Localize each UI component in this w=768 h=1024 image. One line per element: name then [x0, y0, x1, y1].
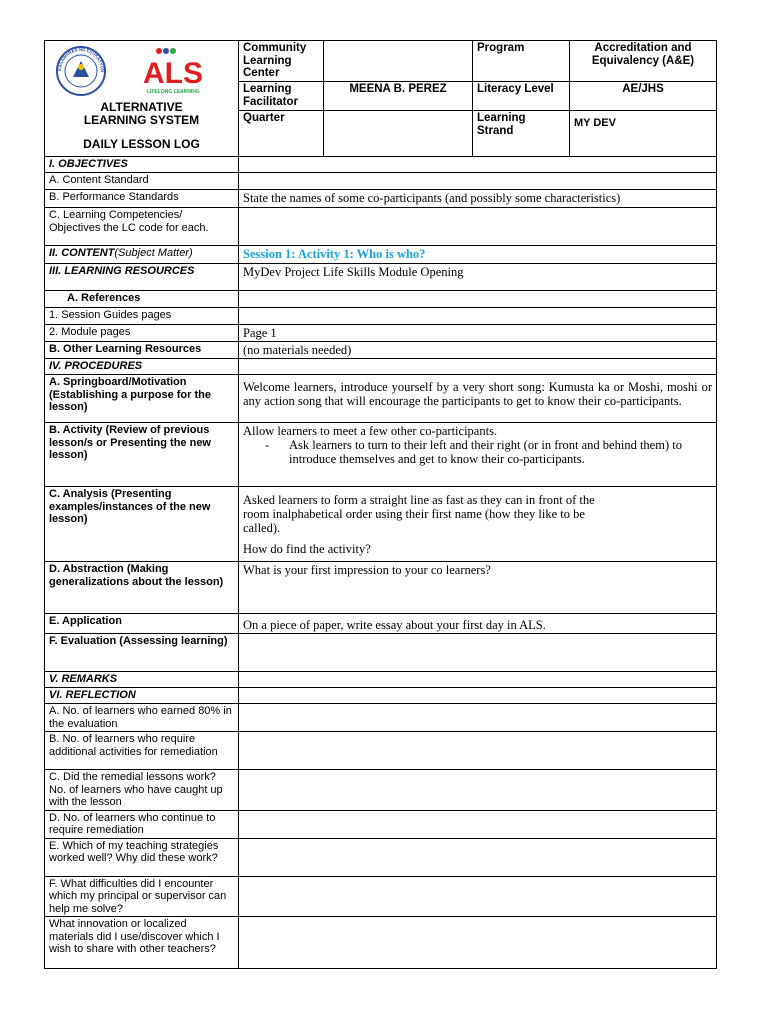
- als-logo-icon: [143, 48, 203, 95]
- performance-standards-value: State the names of some co-participants (and possibly some characteristics): [239, 190, 717, 208]
- org-name-line1: ALTERNATIVE: [100, 100, 183, 114]
- reflection-f-label: F. What difficulties did I encounter which my principal or supervisor can help me solve?: [45, 876, 239, 917]
- activity-bullet: - Ask learners to turn to their left and their right (or in front and behind them) to introduce themselves and get to know their co-participants.: [289, 438, 712, 466]
- org-name-line2: LEARNING SYSTEM: [83, 112, 200, 127]
- activity-cell: [239, 423, 717, 487]
- springboard-label: A. Springboard/Motivation (Establishing a purpose for the lesson): [45, 375, 239, 423]
- facilitator-label: Learning Facilitator: [239, 82, 324, 111]
- resources-value: MyDev Project Life Skills Module Opening: [239, 264, 717, 291]
- activity-label: B. Activity (Review of previous lesson/s or Presenting the new lesson): [45, 423, 239, 487]
- competencies-label: C. Learning Competencies/ Objectives the LC code for each.: [45, 208, 239, 246]
- svg-text:LIFELONG LEARNING: LIFELONG LEARNING: [147, 89, 200, 95]
- other-resources-value: (no materials needed): [239, 342, 717, 359]
- analysis-label: C. Analysis (Presenting examples/instances of the new lesson): [45, 487, 239, 562]
- application-value: On a piece of paper, write essay about your first day in ALS.: [239, 614, 717, 634]
- competencies-value[interactable]: [239, 208, 717, 246]
- literacy-label: Literacy Level: [473, 82, 570, 111]
- header-table: [44, 40, 717, 157]
- abstraction-label: D. Abstraction (Making generalizations about the lesson): [45, 562, 239, 614]
- module-pages-label: 2. Module pages: [45, 325, 239, 342]
- objectives-heading: I. OBJECTIVES: [45, 157, 239, 173]
- analysis-cell: [239, 487, 717, 562]
- resources-heading: III. LEARNING RESOURCES: [45, 264, 239, 291]
- reflection-f-value[interactable]: [239, 876, 717, 917]
- svg-text:KAGAWARAN NG EDUKASYON: KAGAWARAN NG EDUKASYON: [56, 46, 106, 73]
- session-guides-value[interactable]: [239, 308, 717, 325]
- doc-title: DAILY LESSON LOG: [83, 137, 200, 151]
- activity-value: Allow learners to meet a few other co-participants.: [243, 424, 498, 438]
- logos: [47, 45, 236, 97]
- remarks-value[interactable]: [239, 672, 717, 688]
- clc-value[interactable]: [324, 41, 473, 82]
- springboard-value: Welcome learners, introduce yourself by a very short song: Kumusta ka or Moshi, moshi or any action song that will encourage the participants to get to know their co-participants.: [239, 375, 717, 423]
- literacy-value: AE/JHS: [570, 82, 717, 111]
- reflection-heading: VI. REFLECTION: [45, 688, 239, 704]
- deped-seal-icon: [57, 47, 105, 95]
- content-sub: (Subject Matter): [114, 247, 193, 259]
- evaluation-value[interactable]: [239, 634, 717, 672]
- content-standard-label: A. Content Standard: [45, 173, 239, 190]
- svg-text:ALS: ALS: [143, 57, 203, 90]
- logo-cell: [45, 41, 239, 157]
- content-label: [45, 246, 239, 264]
- session-guides-label: 1. Session Guides pages: [45, 308, 239, 325]
- reflection-d-label: D. No. of learners who continue to require remediation: [45, 810, 239, 838]
- program-value: Accreditation and Equivalency (A&E): [570, 41, 717, 82]
- evaluation-label: F. Evaluation (Assessing learning): [45, 634, 239, 672]
- reflection-g-label: What innovation or localized materials did I use/discover which I wish to share with other teachers?: [45, 917, 239, 969]
- reflection-c-label: C. Did the remedial lessons work? No. of learners who have caught up with the lesson: [45, 770, 239, 811]
- reflection-b-value[interactable]: [239, 732, 717, 770]
- activity-list: [243, 438, 712, 466]
- remarks-heading: V. REMARKS: [45, 672, 239, 688]
- content-value: Session 1: Activity 1: Who is who?: [239, 246, 717, 264]
- analysis-value: Asked learners to form a straight line as fast as they can in front of the room inalphabetical order using their first name (how they like to be called).: [243, 493, 595, 535]
- performance-standards-label: B. Performance Standards: [45, 190, 239, 208]
- quarter-value[interactable]: [324, 111, 473, 157]
- strand-value: MY DEV: [570, 111, 717, 157]
- other-resources-label: B. Other Learning Resources: [45, 342, 239, 359]
- reflection-d-value[interactable]: [239, 810, 717, 838]
- application-label: E. Application: [45, 614, 239, 634]
- module-pages-value: Page 1: [239, 325, 717, 342]
- procedures-heading: IV. PROCEDURES: [45, 359, 239, 375]
- facilitator-value: MEENA B. PEREZ: [324, 82, 473, 111]
- logos-graphic: [47, 45, 237, 97]
- reflection-a-value[interactable]: [239, 704, 717, 732]
- quarter-label: Quarter: [239, 111, 324, 157]
- lesson-body-table: [44, 156, 717, 969]
- analysis-question: How do find the activity?: [243, 542, 371, 556]
- reflection-a-label: A. No. of learners who earned 80% in the evaluation: [45, 704, 239, 732]
- program-label: Program: [473, 41, 570, 82]
- clc-label: Community Learning Center: [239, 41, 324, 82]
- daily-lesson-log: [44, 40, 716, 969]
- strand-label: Learning Strand: [473, 111, 570, 157]
- reflection-c-value[interactable]: [239, 770, 717, 811]
- content-heading: II. CONTENT: [49, 247, 115, 259]
- reflection-g-value[interactable]: [239, 917, 717, 969]
- content-standard-value[interactable]: [239, 173, 717, 190]
- abstraction-value: What is your first impression to your co learners?: [239, 562, 717, 614]
- reflection-e-value[interactable]: [239, 838, 717, 876]
- reflection-e-label: E. Which of my teaching strategies worked well? Why did these work?: [45, 838, 239, 876]
- references-label: A. References: [45, 291, 239, 308]
- reflection-b-label: B. No. of learners who require additional activities for remediation: [45, 732, 239, 770]
